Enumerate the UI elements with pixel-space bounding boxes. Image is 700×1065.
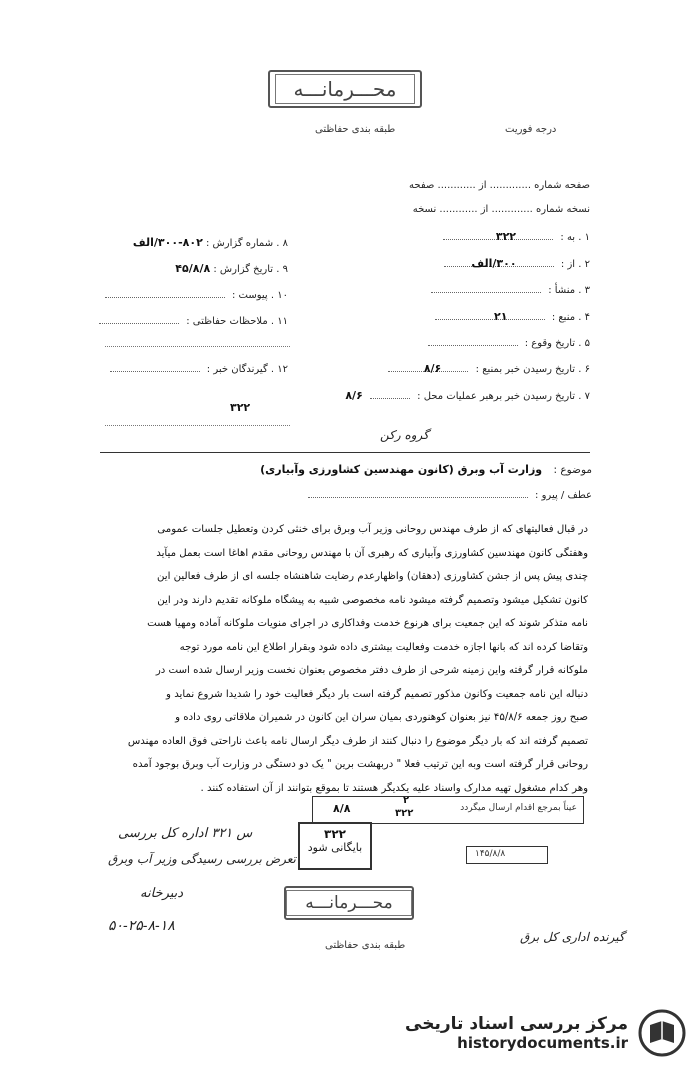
security-notes-label: ۱۱ . ملاحظات حفاظتی : (186, 316, 288, 327)
handwritten-note-2: تعرض بررسی رسیدگی وزیر آب وبرق (108, 852, 296, 866)
date-received-value: ۸/۶ (423, 362, 442, 375)
attachment-field (101, 288, 288, 301)
dotted-line (105, 346, 290, 347)
report-date-value: ۴۵/۸/۸ (175, 262, 211, 275)
stamp-text: محـــرمانـــه (275, 74, 416, 104)
brand-name: مرکز بررسی اسناد تاریخی (405, 1014, 628, 1034)
security-notes-field (95, 314, 288, 327)
body-line: دنباله این نامه جمعیت وکانون مذکور تصمیم گرفته است بار دیگر فعالیت خود را شدیدا شروع نماید و (166, 688, 588, 700)
handwritten-date: ۵۰-۲۵-۸-۱۸ (108, 918, 175, 934)
date-received-field (364, 362, 590, 375)
report-date-field (175, 262, 288, 275)
subject-value: وزارت آب وبرق (کانون مهندسین کشاورزی وآبیاری) (260, 463, 543, 476)
date-action-field (345, 389, 590, 402)
routing-stamp-text: عیناً بمرجع اقدام ارسال میگردد (460, 803, 577, 813)
report-number-field (133, 236, 288, 249)
body-line: تصمیم گرفته اند که بار دیگر موضوع را دنبال کنند از طرف دیگر ارسال نامه باعث ناراحتی فوق العاده مهندس (127, 735, 588, 747)
date-action-value: ۸/۶ (345, 389, 363, 402)
brand-text (405, 1014, 628, 1052)
body-line: کانون تشکیل میشود وتصمیم گرفته میشود نامه مخصوصی شبیه به پیشگاه ملوکانه تقدیم دارند ودر این (157, 594, 588, 606)
handwritten-note-right: گیرنده اداری کل برق (520, 930, 625, 944)
recipients-value: ۳۲۲ (230, 401, 251, 414)
routing-stamp (312, 796, 584, 824)
date-event-field (424, 336, 590, 349)
archive-label: بایگانی شود (307, 841, 363, 854)
classification-label-bottom: طبقه بندی حفاظتی (325, 940, 406, 951)
source-field (414, 310, 590, 323)
brand-logo-icon (638, 1009, 686, 1057)
archive-number: ۳۲۲ (324, 827, 346, 841)
stamp-text: محـــرمانـــه (286, 890, 411, 916)
report-number-label: ۸ . شماره گزارش : (205, 238, 288, 249)
handwritten-note-3: دبیرخانه (140, 886, 184, 901)
body-line: وهفتگی کانون مهندسین کشاورزی وآبیاری که رهبری آن با مهندس روحانی مقدم اهاغا است بعمل میآید (156, 547, 588, 559)
confidential-stamp-bottom (284, 886, 414, 920)
date-stamp-text: ۱۴۵/۸/۸ (475, 849, 506, 859)
to-value: ۳۲۲ (495, 230, 517, 243)
from-value: ۳۰۰/الف (471, 257, 517, 270)
body-line: نامه متذکر شوند که این جمعیت برای هرنوع خدمت وفداکاری در اجرای منویات ملوکانه آماده ومهیا هست (147, 618, 588, 629)
priority-label: درجه فوریت (505, 124, 557, 135)
body-line: صبح روز جمعه ۴۵/۸/۶ نیز بعنوان کوهنوردی بمیان سران این کانون در شمیران ملاقاتی روی داده و (175, 712, 588, 723)
to-label: ۱ . به : (560, 232, 590, 243)
brand-domain: historydocuments.ir (457, 1034, 628, 1052)
body-line: وهر کدام مشغول تهیه مدارک واسناد علیه یکدیگر هستند تا بموقع بتوانند از آن استفاده کنند . (200, 782, 588, 794)
origin-label: ۳ . منشأ : (548, 285, 590, 296)
reference-line (304, 488, 592, 501)
recipients-label: ۱۲ . گیرندگان خبر : (206, 364, 288, 375)
section-divider (100, 452, 590, 453)
source-label: ۴ . منبع : (551, 312, 590, 323)
date-stamp-small (466, 846, 548, 864)
body-line: در قبال فعالیتهای که از طرف مهندس روحانی وزیر آب وبرق برای خنثی کردن وتعطیل جلسات عمومی (157, 524, 588, 535)
subject-line (260, 463, 592, 476)
body-line: وتقاضا کرده اند که بانها اجازه خدمت وفعالیت بیشتری داده شود وبقرار اطلاع این نامه مورد توجه (179, 641, 588, 653)
body-line: چندی پیش پس از جشن کشاورزی (دهقان) واظهارعدم رضایت شاهنشاه جلسه ای از طرف فعالین این (157, 571, 588, 582)
source-value: ۲۱ (494, 310, 508, 323)
body-line: ملوکانه قرار گرفته واین زمینه شرحی از طرف دفتر مخصوص بعنوان نخست وزیر ارسال شده است در (155, 665, 588, 676)
handwritten-note-1: س ۳۲۱ اداره کل بررسی (118, 826, 253, 841)
confidential-stamp-top (268, 70, 422, 108)
brand-footer (396, 1004, 686, 1062)
recipients-field (106, 362, 288, 375)
origin-field (427, 283, 590, 296)
reference-label: عطف / پیرو : (535, 490, 592, 501)
dotted-line (105, 425, 290, 426)
date-received-label: ۶ . تاریخ رسیدن خبر بمنبع : (475, 364, 590, 375)
page-number-field: صفحه شماره ............. از ............ صفحه (409, 180, 590, 191)
archive-stamp (298, 822, 372, 870)
attachment-label: ۱۰ . پیوست : (232, 290, 288, 301)
date-event-label: ۵ . تاریخ وقوع : (524, 338, 590, 349)
report-body (100, 518, 588, 800)
routing-stamp-num2: ۳۲۲ (395, 808, 414, 819)
routing-stamp-num1: ۲ (403, 795, 410, 806)
from-label: ۲ . از : (560, 259, 590, 270)
report-number-value: ۸۰۲-۳۰۰/الف (132, 236, 203, 249)
report-date-label: ۹ . تاریخ گزارش : (213, 264, 288, 275)
handwritten-note-top: گروه رکن (380, 428, 429, 442)
classification-label-top: طبقه بندی حفاظتی (315, 124, 396, 135)
copy-number-field: نسخه شماره ............. از ............ نسخه (412, 204, 590, 215)
body-line: روحانی قرار گرفته است وبه این ترتیب فعلا " دربهشت برین " یک دو دستگی در وزارت آب وبرق بوجود آمده (132, 759, 588, 770)
to-field (416, 230, 590, 243)
subject-label: موضوع : (553, 464, 592, 476)
date-action-label: ۷ . تاریخ رسیدن خبر برهبر عملیات محل : (417, 391, 590, 402)
from-field (391, 257, 590, 270)
routing-stamp-date: ۸/۸ (333, 802, 351, 815)
